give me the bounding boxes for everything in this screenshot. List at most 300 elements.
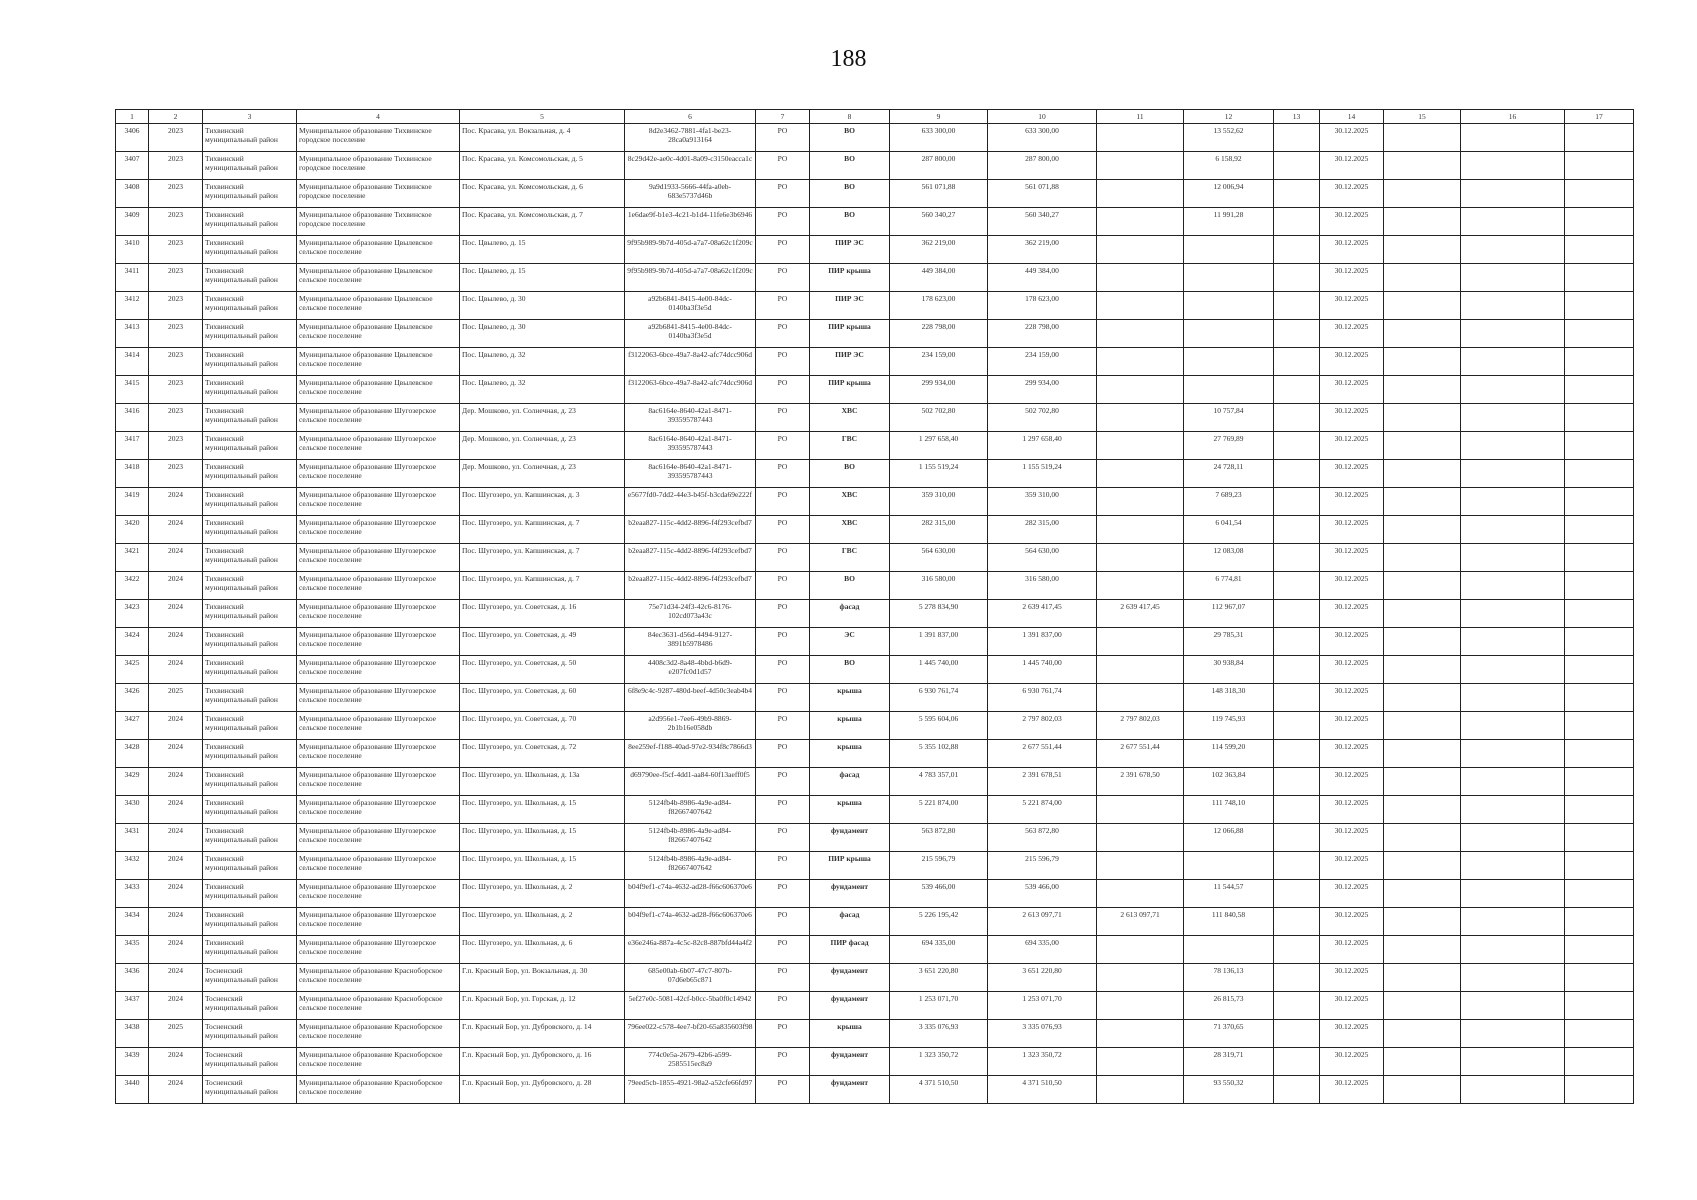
cell-program: РО xyxy=(756,656,810,684)
cell-col-16 xyxy=(1461,488,1565,516)
cell-district: Тосненский муниципальный район xyxy=(203,1048,297,1076)
cell-program: РО xyxy=(756,712,810,740)
cell-col-15 xyxy=(1384,460,1461,488)
cell-col-16 xyxy=(1461,1048,1565,1076)
cell-district: Тихвинский муниципальный район xyxy=(203,320,297,348)
cell-work-type: фасад xyxy=(810,768,890,796)
cell-house-id: f3122063-6bce-49a7-8a42-afc74dcc906d xyxy=(625,348,756,376)
cell-program: РО xyxy=(756,236,810,264)
table-row xyxy=(116,348,1634,376)
cell-district: Тихвинский муниципальный район xyxy=(203,152,297,180)
cell-house-id: b04f9ef1-c74a-4632-ad28-f66c606370e6 xyxy=(625,880,756,908)
cell-municipality: Муниципальное образование Шугозерское сельское поселение xyxy=(297,600,460,628)
cell-col-13 xyxy=(1274,516,1320,544)
table-row xyxy=(116,880,1634,908)
table-row xyxy=(116,936,1634,964)
cell-district: Тихвинский муниципальный район xyxy=(203,852,297,880)
cell-cost-other xyxy=(1097,432,1184,460)
cell-deadline: 30.12.2025 xyxy=(1320,516,1384,544)
cell-specific-cost: 12 006,94 xyxy=(1184,180,1274,208)
table-row xyxy=(116,320,1634,348)
cell-cost-fund: 2 391 678,51 xyxy=(988,768,1097,796)
cell-deadline: 30.12.2025 xyxy=(1320,684,1384,712)
cell-program: РО xyxy=(756,208,810,236)
cell-deadline: 30.12.2025 xyxy=(1320,824,1384,852)
cell-house-id: 5ef27e0c-5081-42cf-b0cc-5ba0f0c14942 xyxy=(625,992,756,1020)
cell-cost-other xyxy=(1097,236,1184,264)
cell-row-number: 3431 xyxy=(116,824,149,852)
cell-work-type: ПИР фасад xyxy=(810,936,890,964)
cell-municipality: Муниципальное образование Шугозерское сельское поселение xyxy=(297,852,460,880)
cell-address: Пос. Красава, ул. Комсомольская, д. 7 xyxy=(460,208,625,236)
table-row xyxy=(116,824,1634,852)
column-header: 12 xyxy=(1184,110,1274,124)
cell-total-cost: 5 221 874,00 xyxy=(890,796,988,824)
column-header: 16 xyxy=(1461,110,1565,124)
cell-specific-cost: 6 158,92 xyxy=(1184,152,1274,180)
cell-total-cost: 282 315,00 xyxy=(890,516,988,544)
cell-total-cost: 299 934,00 xyxy=(890,376,988,404)
cell-house-id: 796ee022-c578-4ee7-bf20-65a835603f98 xyxy=(625,1020,756,1048)
cell-col-16 xyxy=(1461,880,1565,908)
cell-row-number: 3409 xyxy=(116,208,149,236)
table-row xyxy=(116,1048,1634,1076)
cell-cost-other xyxy=(1097,124,1184,152)
cell-cost-fund: 5 221 874,00 xyxy=(988,796,1097,824)
cell-specific-cost: 114 599,20 xyxy=(1184,740,1274,768)
table-row xyxy=(116,432,1634,460)
cell-deadline: 30.12.2025 xyxy=(1320,1076,1384,1104)
cell-address: Дер. Мошково, ул. Солнечная, д. 23 xyxy=(460,404,625,432)
cell-col-17 xyxy=(1565,852,1634,880)
cell-cost-fund: 3 651 220,80 xyxy=(988,964,1097,992)
cell-col-17 xyxy=(1565,1048,1634,1076)
cell-district: Тихвинский муниципальный район xyxy=(203,404,297,432)
cell-program: РО xyxy=(756,1020,810,1048)
cell-col-17 xyxy=(1565,292,1634,320)
cell-col-13 xyxy=(1274,348,1320,376)
cell-municipality: Муниципальное образование Шугозерское сельское поселение xyxy=(297,544,460,572)
cell-deadline: 30.12.2025 xyxy=(1320,992,1384,1020)
cell-deadline: 30.12.2025 xyxy=(1320,292,1384,320)
cell-cost-other: 2 677 551,44 xyxy=(1097,740,1184,768)
cell-municipality: Муниципальное образование Шугозерское сельское поселение xyxy=(297,628,460,656)
cell-col-13 xyxy=(1274,572,1320,600)
cell-municipality: Муниципальное образование Красноборское сельское поселение xyxy=(297,1076,460,1104)
cell-cost-fund: 1 445 740,00 xyxy=(988,656,1097,684)
cell-col-15 xyxy=(1384,180,1461,208)
cell-program: РО xyxy=(756,180,810,208)
cell-specific-cost: 11 991,28 xyxy=(1184,208,1274,236)
cell-house-id: b04f9ef1-c74a-4632-ad28-f66c606370e6 xyxy=(625,908,756,936)
cell-col-16 xyxy=(1461,320,1565,348)
cell-address: Пос. Шугозеро, ул. Советская, д. 60 xyxy=(460,684,625,712)
cell-col-15 xyxy=(1384,740,1461,768)
cell-row-number: 3411 xyxy=(116,264,149,292)
cell-year: 2024 xyxy=(149,516,203,544)
cell-municipality: Муниципальное образование Цвылевское сельское поселение xyxy=(297,320,460,348)
cell-row-number: 3406 xyxy=(116,124,149,152)
cell-address: Пос. Цвылево, д. 15 xyxy=(460,264,625,292)
cell-program: РО xyxy=(756,1076,810,1104)
cell-row-number: 3435 xyxy=(116,936,149,964)
cell-col-13 xyxy=(1274,880,1320,908)
cell-work-type: ПИР ЭС xyxy=(810,292,890,320)
cell-work-type: ХВС xyxy=(810,488,890,516)
cell-municipality: Муниципальное образование Шугозерское сельское поселение xyxy=(297,740,460,768)
table-row xyxy=(116,712,1634,740)
cell-deadline: 30.12.2025 xyxy=(1320,600,1384,628)
cell-house-id: 8ee259ef-f188-40ad-97e2-934f8c7866d3 xyxy=(625,740,756,768)
cell-col-17 xyxy=(1565,1020,1634,1048)
cell-district: Тосненский муниципальный район xyxy=(203,992,297,1020)
cell-col-15 xyxy=(1384,712,1461,740)
cell-col-15 xyxy=(1384,320,1461,348)
column-header: 8 xyxy=(810,110,890,124)
cell-deadline: 30.12.2025 xyxy=(1320,152,1384,180)
cell-cost-fund: 1 323 350,72 xyxy=(988,1048,1097,1076)
cell-house-id: 774c0e5a-2679-42b6-a599-2585515ec8a9 xyxy=(625,1048,756,1076)
cell-house-id: 5124fb4b-8986-4a9e-ad84-f82667407642 xyxy=(625,852,756,880)
cell-specific-cost xyxy=(1184,236,1274,264)
cell-house-id: a92b6841-8415-4e00-84dc-0140ba3f3e5d xyxy=(625,320,756,348)
cell-specific-cost xyxy=(1184,852,1274,880)
cell-specific-cost: 78 136,13 xyxy=(1184,964,1274,992)
cell-year: 2024 xyxy=(149,936,203,964)
cell-year: 2024 xyxy=(149,852,203,880)
cell-row-number: 3413 xyxy=(116,320,149,348)
cell-col-16 xyxy=(1461,656,1565,684)
cell-municipality: Муниципальное образование Шугозерское сельское поселение xyxy=(297,712,460,740)
cell-specific-cost xyxy=(1184,376,1274,404)
cell-total-cost: 6 930 761,74 xyxy=(890,684,988,712)
cell-row-number: 3434 xyxy=(116,908,149,936)
cell-house-id: e36e246a-887a-4c5c-82c8-887bfd44a4f2 xyxy=(625,936,756,964)
cell-cost-fund: 6 930 761,74 xyxy=(988,684,1097,712)
cell-program: РО xyxy=(756,936,810,964)
cell-col-13 xyxy=(1274,1048,1320,1076)
column-header: 11 xyxy=(1097,110,1184,124)
cell-total-cost: 633 300,00 xyxy=(890,124,988,152)
cell-total-cost: 5 278 834,90 xyxy=(890,600,988,628)
cell-row-number: 3416 xyxy=(116,404,149,432)
cell-program: РО xyxy=(756,1048,810,1076)
cell-col-17 xyxy=(1565,628,1634,656)
cell-col-15 xyxy=(1384,376,1461,404)
cell-col-17 xyxy=(1565,908,1634,936)
cell-col-16 xyxy=(1461,348,1565,376)
cell-program: РО xyxy=(756,320,810,348)
cell-program: РО xyxy=(756,992,810,1020)
cell-col-17 xyxy=(1565,404,1634,432)
cell-col-13 xyxy=(1274,768,1320,796)
cell-municipality: Муниципальное образование Шугозерское сельское поселение xyxy=(297,516,460,544)
cell-total-cost: 5 355 102,88 xyxy=(890,740,988,768)
cell-house-id: b2eaa827-115c-4dd2-8896-f4f293cefbd7 xyxy=(625,544,756,572)
cell-deadline: 30.12.2025 xyxy=(1320,236,1384,264)
cell-district: Тихвинский муниципальный район xyxy=(203,292,297,320)
cell-year: 2024 xyxy=(149,628,203,656)
cell-col-13 xyxy=(1274,124,1320,152)
cell-specific-cost: 6 774,81 xyxy=(1184,572,1274,600)
cell-row-number: 3436 xyxy=(116,964,149,992)
cell-specific-cost xyxy=(1184,348,1274,376)
cell-row-number: 3438 xyxy=(116,1020,149,1048)
cell-total-cost: 449 384,00 xyxy=(890,264,988,292)
table-row xyxy=(116,488,1634,516)
cell-address: Пос. Красава, ул. Комсомольская, д. 5 xyxy=(460,152,625,180)
cell-col-13 xyxy=(1274,292,1320,320)
cell-house-id: 1e6dae9f-b1e3-4c21-b1d4-11fe6e3b6946 xyxy=(625,208,756,236)
cell-work-type: фундамент xyxy=(810,992,890,1020)
cell-row-number: 3408 xyxy=(116,180,149,208)
cell-col-13 xyxy=(1274,936,1320,964)
cell-municipality: Муниципальное образование Красноборское сельское поселение xyxy=(297,1048,460,1076)
cell-program: РО xyxy=(756,432,810,460)
table-row xyxy=(116,852,1634,880)
cell-col-13 xyxy=(1274,908,1320,936)
cell-address: Пос. Шугозеро, ул. Школьная, д. 2 xyxy=(460,880,625,908)
cell-col-15 xyxy=(1384,544,1461,572)
cell-deadline: 30.12.2025 xyxy=(1320,964,1384,992)
cell-specific-cost: 24 728,11 xyxy=(1184,460,1274,488)
cell-col-13 xyxy=(1274,684,1320,712)
column-header: 13 xyxy=(1274,110,1320,124)
cell-district: Тихвинский муниципальный район xyxy=(203,208,297,236)
cell-col-15 xyxy=(1384,768,1461,796)
cell-house-id: 8d2e3462-7881-4fa1-be23-28ca0a913164 xyxy=(625,124,756,152)
cell-program: РО xyxy=(756,740,810,768)
cell-total-cost: 560 340,27 xyxy=(890,208,988,236)
cell-program: РО xyxy=(756,292,810,320)
cell-year: 2023 xyxy=(149,208,203,236)
cell-year: 2023 xyxy=(149,348,203,376)
cell-col-17 xyxy=(1565,264,1634,292)
cell-col-16 xyxy=(1461,544,1565,572)
cell-address: Пос. Шугозеро, ул. Советская, д. 16 xyxy=(460,600,625,628)
cell-total-cost: 5 226 195,42 xyxy=(890,908,988,936)
cell-col-13 xyxy=(1274,740,1320,768)
cell-col-13 xyxy=(1274,1076,1320,1104)
cell-work-type: ПИР крыша xyxy=(810,264,890,292)
cell-col-13 xyxy=(1274,712,1320,740)
cell-program: РО xyxy=(756,600,810,628)
cell-total-cost: 215 596,79 xyxy=(890,852,988,880)
cell-address: Пос. Шугозеро, ул. Советская, д. 72 xyxy=(460,740,625,768)
cell-work-type: ВО xyxy=(810,460,890,488)
cell-specific-cost xyxy=(1184,320,1274,348)
cell-col-13 xyxy=(1274,488,1320,516)
cell-address: Пос. Цвылево, д. 32 xyxy=(460,348,625,376)
cell-address: Г.п. Красный Бор, ул. Дубровского, д. 16 xyxy=(460,1048,625,1076)
cell-cost-other xyxy=(1097,684,1184,712)
cell-work-type: ПИР крыша xyxy=(810,852,890,880)
cell-cost-other: 2 613 097,71 xyxy=(1097,908,1184,936)
cell-col-16 xyxy=(1461,1020,1565,1048)
cell-row-number: 3437 xyxy=(116,992,149,1020)
cell-col-16 xyxy=(1461,404,1565,432)
table-row xyxy=(116,208,1634,236)
cell-municipality: Муниципальное образование Цвылевское сельское поселение xyxy=(297,236,460,264)
cell-house-id: 6f8e9c4c-9287-480d-beef-4d50c3eab4b4 xyxy=(625,684,756,712)
cell-col-15 xyxy=(1384,208,1461,236)
cell-col-17 xyxy=(1565,992,1634,1020)
cell-col-15 xyxy=(1384,964,1461,992)
cell-municipality: Муниципальное образование Красноборское сельское поселение xyxy=(297,992,460,1020)
cell-col-15 xyxy=(1384,992,1461,1020)
cell-row-number: 3433 xyxy=(116,880,149,908)
cell-address: Г.п. Красный Бор, ул. Вокзальная, д. 30 xyxy=(460,964,625,992)
cell-year: 2024 xyxy=(149,824,203,852)
cell-cost-other xyxy=(1097,964,1184,992)
cell-col-16 xyxy=(1461,992,1565,1020)
cell-program: РО xyxy=(756,628,810,656)
cell-total-cost: 228 798,00 xyxy=(890,320,988,348)
table-row xyxy=(116,600,1634,628)
cell-col-13 xyxy=(1274,404,1320,432)
cell-col-13 xyxy=(1274,964,1320,992)
cell-col-15 xyxy=(1384,404,1461,432)
cell-row-number: 3420 xyxy=(116,516,149,544)
cell-specific-cost: 10 757,84 xyxy=(1184,404,1274,432)
cell-col-15 xyxy=(1384,516,1461,544)
cell-col-15 xyxy=(1384,824,1461,852)
cell-municipality: Муниципальное образование Шугозерское сельское поселение xyxy=(297,684,460,712)
cell-cost-other xyxy=(1097,992,1184,1020)
cell-district: Тихвинский муниципальный район xyxy=(203,656,297,684)
cell-municipality: Муниципальное образование Красноборское сельское поселение xyxy=(297,1020,460,1048)
cell-cost-fund: 282 315,00 xyxy=(988,516,1097,544)
cell-district: Тихвинский муниципальный район xyxy=(203,880,297,908)
cell-district: Тосненский муниципальный район xyxy=(203,1020,297,1048)
cell-house-id: a92b6841-8415-4e00-84dc-0140ba3f3e5d xyxy=(625,292,756,320)
cell-cost-other xyxy=(1097,180,1184,208)
cell-row-number: 3410 xyxy=(116,236,149,264)
cell-specific-cost: 12 083,08 xyxy=(1184,544,1274,572)
cell-deadline: 30.12.2025 xyxy=(1320,208,1384,236)
cell-municipality: Муниципальное образование Цвылевское сельское поселение xyxy=(297,264,460,292)
cell-program: РО xyxy=(756,376,810,404)
cell-year: 2024 xyxy=(149,964,203,992)
cell-total-cost: 1 323 350,72 xyxy=(890,1048,988,1076)
cell-cost-fund: 228 798,00 xyxy=(988,320,1097,348)
cell-address: Пос. Красава, ул. Комсомольская, д. 6 xyxy=(460,180,625,208)
cell-work-type: ВО xyxy=(810,152,890,180)
cell-total-cost: 359 310,00 xyxy=(890,488,988,516)
cell-municipality: Муниципальное образование Тихвинское городское поселение xyxy=(297,124,460,152)
cell-year: 2024 xyxy=(149,740,203,768)
cell-address: Г.п. Красный Бор, ул. Горская, д. 12 xyxy=(460,992,625,1020)
cell-cost-fund: 1 155 519,24 xyxy=(988,460,1097,488)
cell-row-number: 3417 xyxy=(116,432,149,460)
cell-district: Тихвинский муниципальный район xyxy=(203,684,297,712)
cell-cost-other: 2 391 678,50 xyxy=(1097,768,1184,796)
cell-col-16 xyxy=(1461,264,1565,292)
cell-year: 2025 xyxy=(149,684,203,712)
cell-row-number: 3423 xyxy=(116,600,149,628)
cell-total-cost: 3 651 220,80 xyxy=(890,964,988,992)
cell-total-cost: 561 071,88 xyxy=(890,180,988,208)
cell-address: Пос. Шугозеро, ул. Школьная, д. 15 xyxy=(460,796,625,824)
cell-deadline: 30.12.2025 xyxy=(1320,1020,1384,1048)
cell-col-16 xyxy=(1461,180,1565,208)
table-row xyxy=(116,656,1634,684)
cell-district: Тихвинский муниципальный район xyxy=(203,740,297,768)
cell-cost-fund: 2 677 551,44 xyxy=(988,740,1097,768)
cell-deadline: 30.12.2025 xyxy=(1320,124,1384,152)
cell-house-id: 9f95b989-9b7d-405d-a7a7-08a62c1f209c xyxy=(625,236,756,264)
cell-municipality: Муниципальное образование Шугозерское сельское поселение xyxy=(297,404,460,432)
cell-program: РО xyxy=(756,348,810,376)
cell-cost-fund: 178 623,00 xyxy=(988,292,1097,320)
table-row xyxy=(116,376,1634,404)
cell-deadline: 30.12.2025 xyxy=(1320,740,1384,768)
cell-deadline: 30.12.2025 xyxy=(1320,656,1384,684)
cell-work-type: ПИР ЭС xyxy=(810,236,890,264)
table-row xyxy=(116,992,1634,1020)
cell-year: 2024 xyxy=(149,1048,203,1076)
cell-col-17 xyxy=(1565,824,1634,852)
cell-year: 2024 xyxy=(149,488,203,516)
cell-work-type: ВО xyxy=(810,124,890,152)
cell-col-17 xyxy=(1565,320,1634,348)
cell-address: Пос. Шугозеро, ул. Капшинская, д. 7 xyxy=(460,572,625,600)
cell-year: 2023 xyxy=(149,292,203,320)
cell-address: Пос. Шугозеро, ул. Школьная, д. 2 xyxy=(460,908,625,936)
cell-specific-cost: 13 552,62 xyxy=(1184,124,1274,152)
cell-house-id: d69790ee-f5cf-4dd1-aa84-60f13aeff0f5 xyxy=(625,768,756,796)
cell-deadline: 30.12.2025 xyxy=(1320,264,1384,292)
cell-total-cost: 3 335 076,93 xyxy=(890,1020,988,1048)
cell-deadline: 30.12.2025 xyxy=(1320,488,1384,516)
cell-col-16 xyxy=(1461,152,1565,180)
cell-row-number: 3427 xyxy=(116,712,149,740)
column-header: 1 xyxy=(116,110,149,124)
cell-year: 2024 xyxy=(149,656,203,684)
cell-col-15 xyxy=(1384,572,1461,600)
cell-house-id: 84ec3631-d56d-4494-9127-3891b5978486 xyxy=(625,628,756,656)
cell-work-type: ВО xyxy=(810,208,890,236)
cell-col-13 xyxy=(1274,628,1320,656)
cell-year: 2023 xyxy=(149,376,203,404)
cell-program: РО xyxy=(756,404,810,432)
cell-col-17 xyxy=(1565,488,1634,516)
cell-col-16 xyxy=(1461,208,1565,236)
cell-address: Пос. Шугозеро, ул. Школьная, д. 15 xyxy=(460,852,625,880)
cell-house-id: 8ac6164e-8640-42a1-8471-393595787443 xyxy=(625,404,756,432)
cell-address: Пос. Шугозеро, ул. Школьная, д. 15 xyxy=(460,824,625,852)
cell-deadline: 30.12.2025 xyxy=(1320,852,1384,880)
cell-district: Тосненский муниципальный район xyxy=(203,1076,297,1104)
cell-col-16 xyxy=(1461,964,1565,992)
cell-col-16 xyxy=(1461,740,1565,768)
column-header: 6 xyxy=(625,110,756,124)
cell-col-17 xyxy=(1565,152,1634,180)
cell-specific-cost: 112 967,07 xyxy=(1184,600,1274,628)
cell-district: Тихвинский муниципальный район xyxy=(203,824,297,852)
cell-address: Дер. Мошково, ул. Солнечная, д. 23 xyxy=(460,432,625,460)
cell-total-cost: 1 445 740,00 xyxy=(890,656,988,684)
table-row xyxy=(116,460,1634,488)
cell-deadline: 30.12.2025 xyxy=(1320,628,1384,656)
cell-cost-other xyxy=(1097,880,1184,908)
cell-address: Г.п. Красный Бор, ул. Дубровского, д. 28 xyxy=(460,1076,625,1104)
cell-work-type: ХВС xyxy=(810,516,890,544)
cell-work-type: ПИР крыша xyxy=(810,320,890,348)
cell-work-type: ПИР крыша xyxy=(810,376,890,404)
table-row xyxy=(116,292,1634,320)
cell-year: 2024 xyxy=(149,796,203,824)
